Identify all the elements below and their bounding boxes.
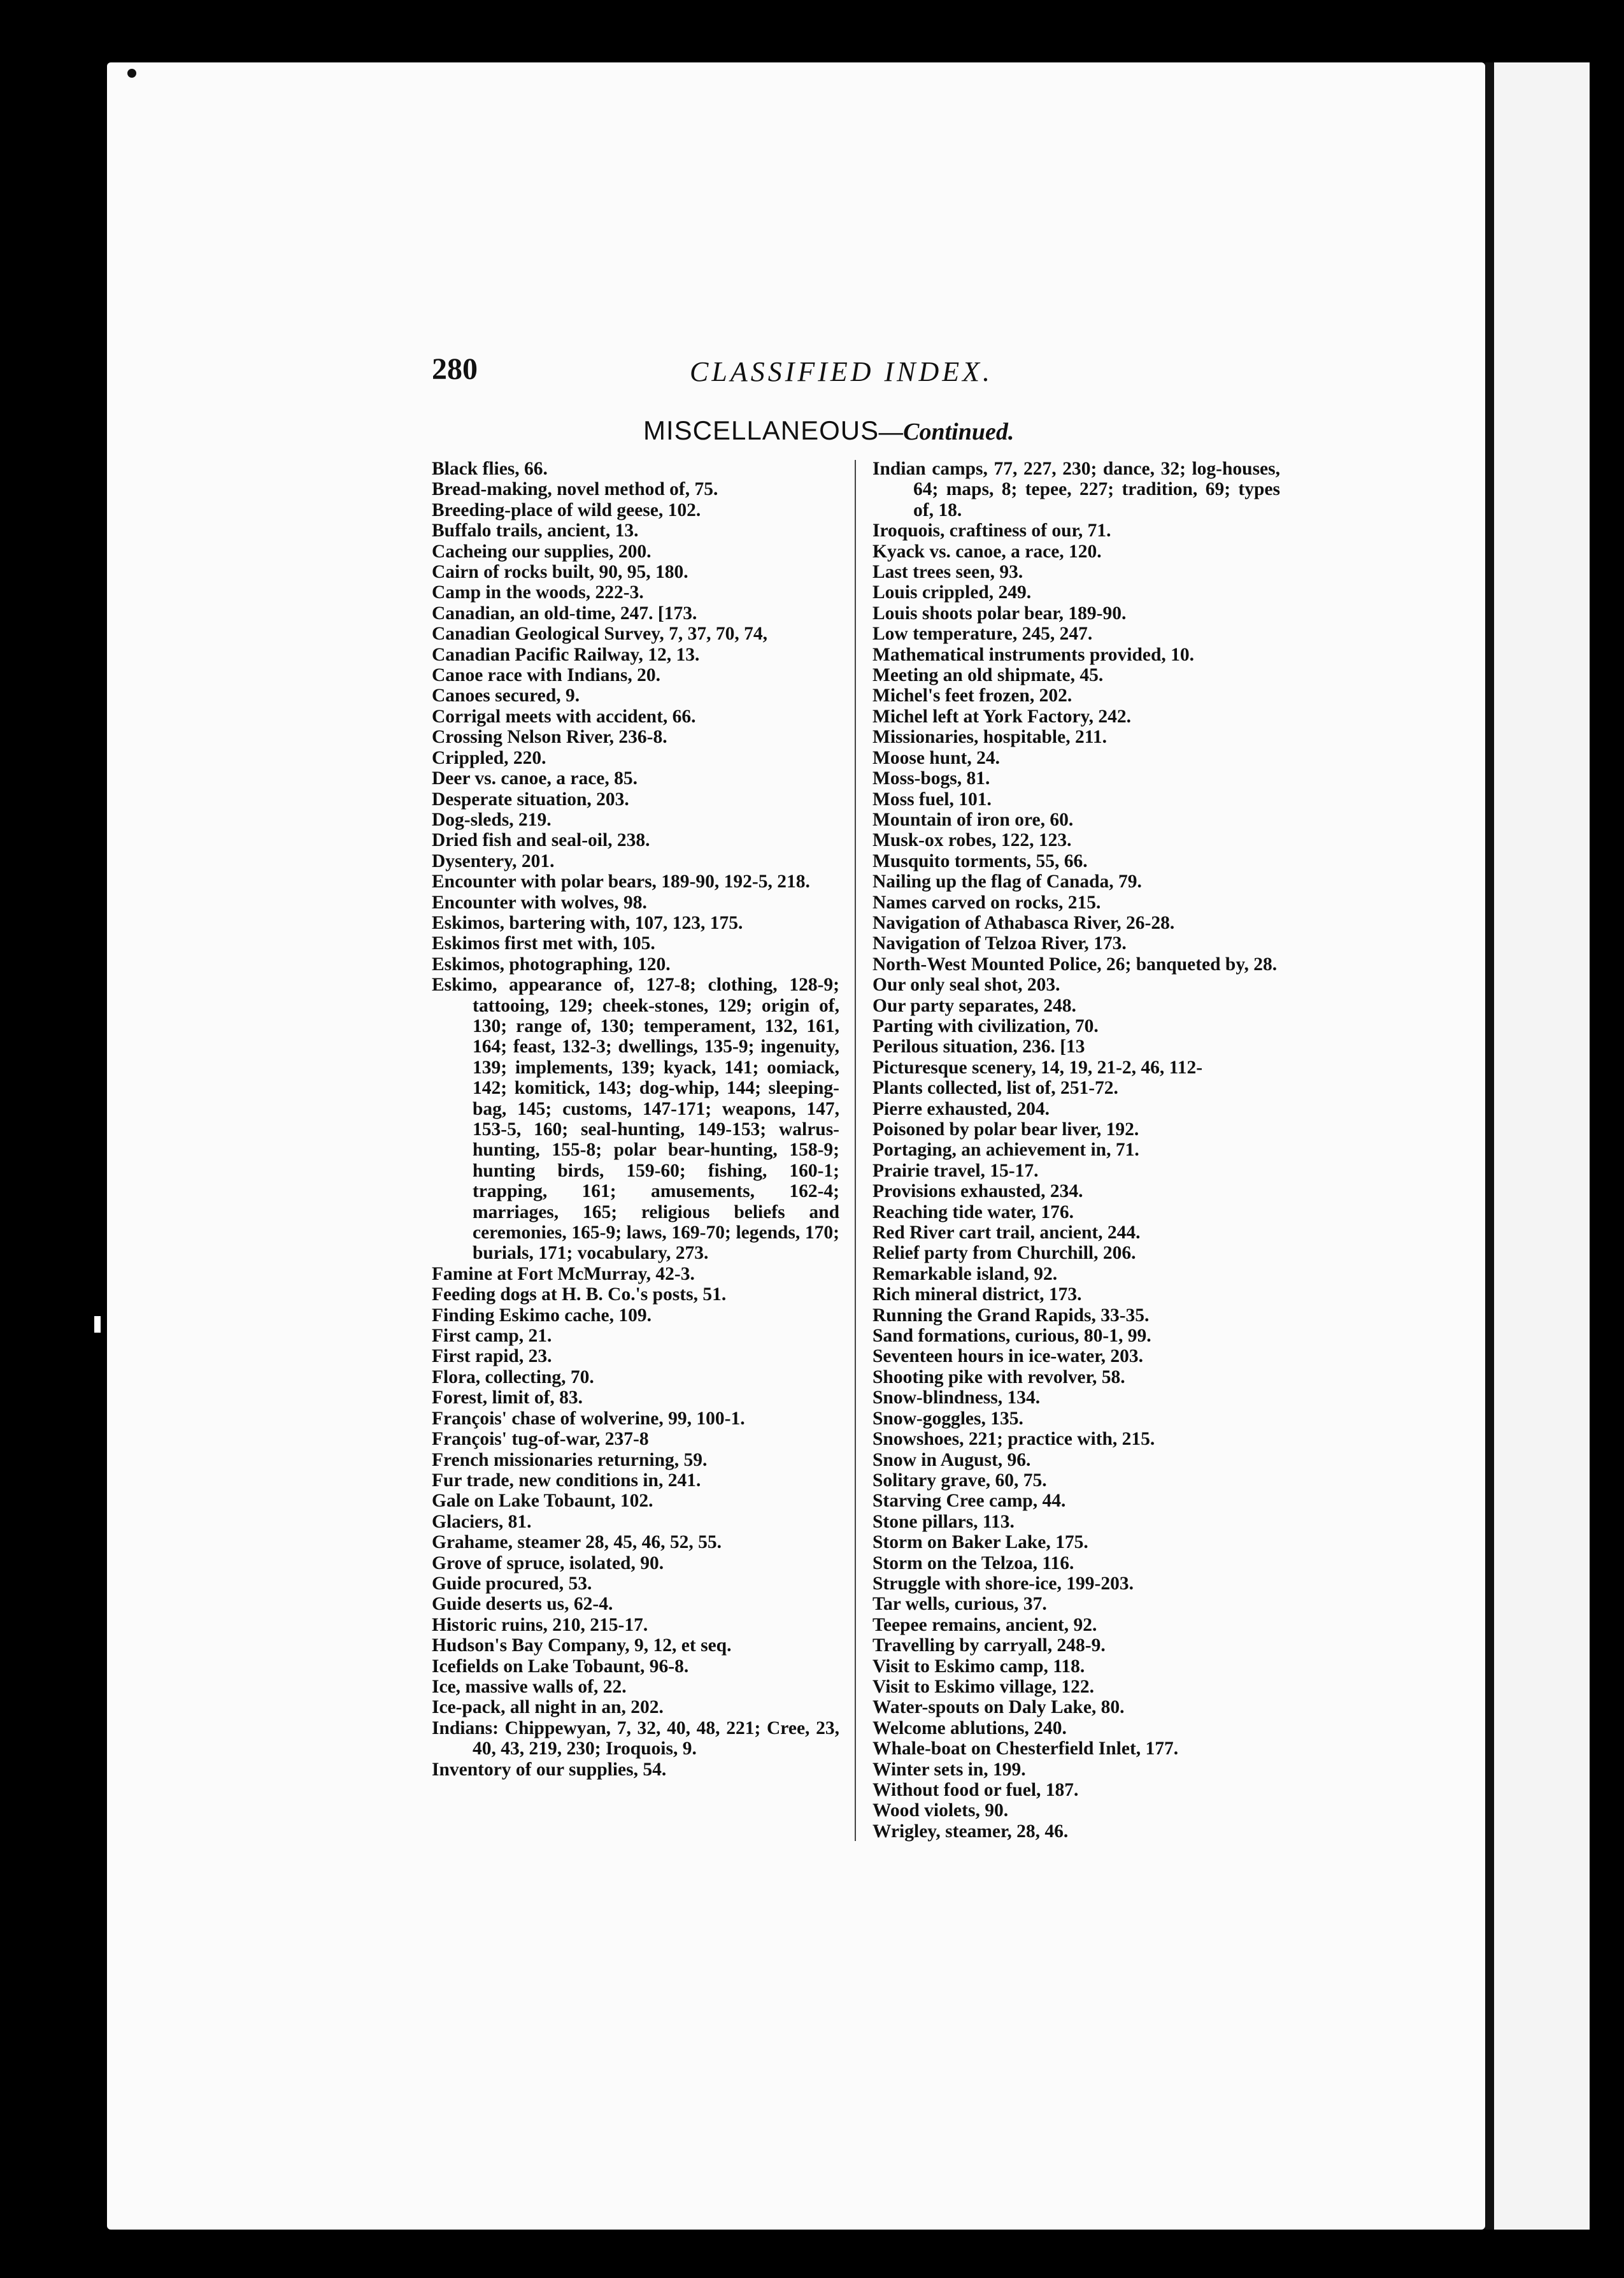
index-entry: Snow-goggles, 135.	[873, 1408, 1023, 1429]
index-entry: Ice, massive walls of, 22.	[432, 1676, 627, 1697]
index-entry: Winter sets in, 199.	[873, 1759, 1026, 1780]
index-entry: Feeding dogs at H. B. Co.'s posts, 51.	[432, 1284, 727, 1305]
index-entry: French missionaries returning, 59.	[432, 1449, 708, 1470]
index-entry: Provisions exhausted, 234.	[873, 1181, 1083, 1202]
index-entry: Mathematical instruments provided, 10.	[873, 644, 1195, 665]
scan-side-mark	[94, 1316, 101, 1333]
index-entry: Forest, limit of, 83.	[432, 1387, 583, 1408]
index-entry: Inventory of our supplies, 54.	[432, 1759, 667, 1780]
index-entry: Icefields on Lake Tobaunt, 96-8.	[432, 1656, 689, 1677]
index-entry: Last trees seen, 93.	[873, 562, 1023, 583]
index-entry: Storm on Baker Lake, 175.	[873, 1532, 1088, 1553]
index-entry: Historic ruins, 210, 215-17.	[432, 1614, 648, 1635]
section-continued: —Continued.	[879, 419, 1015, 445]
index-entry: Our party separates, 248.	[873, 995, 1076, 1016]
index-entry: François' chase of wolverine, 99, 100-1.	[432, 1408, 745, 1429]
index-entry: Visit to Eskimo camp, 118.	[873, 1656, 1085, 1677]
index-entry: Moss-bogs, 81.	[873, 768, 990, 789]
page-header	[432, 352, 1069, 390]
index-entry: Struggle with shore-ice, 199-203.	[873, 1573, 1134, 1594]
index-entry: Michel's feet frozen, 202.	[873, 685, 1072, 706]
index-entry: Crossing Nelson River, 236-8.	[432, 727, 667, 748]
index-entry: First camp, 21.	[432, 1326, 552, 1347]
index-entry: Deer vs. canoe, a race, 85.	[432, 768, 638, 789]
index-entry: Gale on Lake Tobaunt, 102.	[432, 1491, 653, 1512]
index-entry: Reaching tide water, 176.	[873, 1201, 1074, 1222]
section-heading	[643, 415, 1014, 446]
index-entry: Fur trade, new conditions in, 241.	[432, 1470, 701, 1491]
index-entry: First rapid, 23.	[432, 1346, 552, 1367]
index-entry: Nailing up the flag of Canada, 79.	[873, 871, 1142, 892]
index-entry: Musquito torments, 55, 66.	[873, 850, 1088, 871]
index-entry: Breeding-place of wild geese, 102.	[432, 499, 701, 520]
index-entry: Running the Grand Rapids, 33-35.	[873, 1305, 1150, 1326]
index-column-left	[432, 459, 839, 1780]
index-entry: Navigation of Telzoa River, 173.	[873, 933, 1127, 954]
index-entry: Dried fish and seal-oil, 238.	[432, 830, 650, 851]
section-title: MISCELLANEOUS	[643, 415, 880, 445]
index-entry: Eskimos, bartering with, 107, 123, 175.	[432, 912, 743, 933]
index-entry: Flora, collecting, 70.	[432, 1366, 594, 1387]
index-entry: Crippled, 220.	[432, 747, 546, 768]
index-entry: Moss fuel, 101.	[873, 789, 992, 810]
index-entry: Guide procured, 53.	[432, 1573, 592, 1594]
index-entry: Prairie travel, 15-17.	[873, 1160, 1039, 1181]
index-entry: Wood violets, 90.	[873, 1800, 1009, 1821]
index-entry: Parting with civilization, 70.	[873, 1015, 1099, 1036]
index-entry: Solitary grave, 60, 75.	[873, 1470, 1047, 1491]
index-entry: Canoe race with Indians, 20.	[432, 665, 660, 686]
index-entry: Snowshoes, 221; practice with, 215.	[873, 1429, 1155, 1450]
index-entry: Camp in the woods, 222-3.	[432, 582, 644, 603]
index-entry: Eskimo, appearance of, 127-8; clothing, 128-9; tattooing, 129; cheek-stones, 129; origin of, 130; range of, 130; temperament, 132, 161, 164; feast, 132-3; dwellings, 135-9; ingenuity, 139; implements, 139; kyack, 141; oomiack, 142; komitick, 143; dog-whip, 144; sleeping-bag, 145; customs, 147-171; weapons, 147, 153-5, 160; seal-hunting, 149-153; walrus-hunting, 155-8; polar bear-hunting, 158-9; hunting birds, 159-60; fishing, 160-1; trapping, 161; amusements, 162-4; marriages, 165; religious beliefs and ceremonies, 165-9; laws, 169-70; legends, 170; burials, 171; vocabulary, 273.	[432, 975, 839, 1264]
index-entry: Starving Cree camp, 44.	[873, 1491, 1066, 1512]
index-entry: Eskimos first met with, 105.	[432, 933, 655, 954]
index-entry: Welcome ablutions, 240.	[873, 1717, 1067, 1738]
index-entry: Perilous situation, 236. [13	[873, 1036, 1085, 1057]
index-entry: Hudson's Bay Company, 9, 12, et seq.	[432, 1635, 732, 1656]
index-entry: Finding Eskimo cache, 109.	[432, 1305, 652, 1326]
index-entry: Grove of spruce, isolated, 90.	[432, 1552, 664, 1573]
index-entry: Dysentery, 201.	[432, 850, 555, 871]
index-entry: Rich mineral district, 173.	[873, 1284, 1082, 1305]
index-entry: Buffalo trails, ancient, 13.	[432, 520, 639, 541]
index-entry: Encounter with polar bears, 189-90, 192-5, 218.	[432, 871, 810, 892]
index-entry: Stone pillars, 113.	[873, 1511, 1015, 1532]
index-entry: Shooting pike with revolver, 58.	[873, 1366, 1125, 1387]
index-entry: Seventeen hours in ice-water, 203.	[873, 1346, 1143, 1367]
index-entry: Canoes secured, 9.	[432, 685, 580, 706]
index-entry: Cacheing our supplies, 200.	[432, 541, 652, 562]
index-entry: Canadian Pacific Railway, 12, 13.	[432, 644, 700, 665]
index-entry: Canadian, an old-time, 247. [173.	[432, 603, 697, 624]
index-entry: Our only seal shot, 203.	[873, 975, 1060, 996]
index-entry: Low temperature, 245, 247.	[873, 624, 1093, 645]
index-entry: Sand formations, curious, 80-1, 99.	[873, 1326, 1151, 1347]
index-entry: Dog-sleds, 219.	[432, 809, 552, 830]
index-entry: Corrigal meets with accident, 66.	[432, 706, 696, 727]
index-entry: Pierre exhausted, 204.	[873, 1098, 1050, 1119]
page-gutter-rule	[1485, 62, 1494, 2230]
index-entry: Kyack vs. canoe, a race, 120.	[873, 541, 1102, 562]
index-entry: Indian camps, 77, 227, 230; dance, 32; log-houses, 64; maps, 8; tepee, 227; tradition, 69; types of, 18.	[873, 459, 1280, 520]
index-entry: Famine at Fort McMurray, 42-3.	[432, 1263, 695, 1284]
index-entry: Travelling by carryall, 248-9.	[873, 1635, 1106, 1656]
index-entry: Musk-ox robes, 122, 123.	[873, 830, 1072, 851]
index-entry: Michel left at York Factory, 242.	[873, 706, 1132, 727]
index-entry: Grahame, steamer 28, 45, 46, 52, 55.	[432, 1532, 722, 1553]
index-entry: North-West Mounted Police, 26; banqueted by, 28.	[873, 954, 1278, 975]
index-entry: Remarkable island, 92.	[873, 1263, 1058, 1284]
column-divider	[855, 460, 856, 1841]
index-entry: Snow-blindness, 134.	[873, 1387, 1041, 1408]
index-entry: Portaging, an achievement in, 71.	[873, 1140, 1139, 1161]
index-entry: Without food or fuel, 187.	[873, 1780, 1079, 1800]
page-number: 280	[432, 352, 478, 386]
index-entry: Indians: Chippewyan, 7, 32, 40, 48, 221; Cree, 23, 40, 43, 219, 230; Iroquois, 9.	[432, 1717, 839, 1759]
index-column-right	[873, 459, 1280, 1842]
index-entry: Mountain of iron ore, 60.	[873, 809, 1074, 830]
index-entry: Ice-pack, all night in an, 202.	[432, 1697, 664, 1718]
index-entry: Black flies, 66.	[432, 459, 548, 479]
index-entry: Visit to Eskimo village, 122.	[873, 1676, 1094, 1697]
index-entry: Poisoned by polar bear liver, 192.	[873, 1119, 1139, 1140]
index-entry: Picturesque scenery, 14, 19, 21-2, 46, 112-	[873, 1057, 1203, 1078]
index-entry: Snow in August, 96.	[873, 1449, 1031, 1470]
index-entry: Whale-boat on Chesterfield Inlet, 177.	[873, 1738, 1179, 1759]
index-entry: Louis shoots polar bear, 189-90.	[873, 603, 1127, 624]
index-entry: Louis crippled, 249.	[873, 582, 1032, 603]
index-entry: Guide deserts us, 62-4.	[432, 1594, 613, 1615]
index-entry: Tar wells, curious, 37.	[873, 1594, 1047, 1615]
index-entry: Relief party from Churchill, 206.	[873, 1243, 1136, 1264]
index-entry: Canadian Geological Survey, 7, 37, 70, 74,	[432, 624, 767, 645]
index-entry: Names carved on rocks, 215.	[873, 892, 1101, 913]
index-entry: Iroquois, craftiness of our, 71.	[873, 520, 1111, 541]
index-entry: François' tug-of-war, 237-8	[432, 1429, 649, 1450]
index-entry: Red River cart trail, ancient, 244.	[873, 1222, 1141, 1243]
index-entry: Missionaries, hospitable, 211.	[873, 727, 1107, 748]
index-entry: Water-spouts on Daly Lake, 80.	[873, 1697, 1125, 1718]
index-entry: Encounter with wolves, 98.	[432, 892, 647, 913]
scan-corner-mark	[127, 69, 136, 78]
index-entry: Moose hunt, 24.	[873, 747, 1000, 768]
index-entry: Cairn of rocks built, 90, 95, 180.	[432, 562, 688, 583]
index-entry: Bread-making, novel method of, 75.	[432, 479, 718, 500]
index-entry: Meeting an old shipmate, 45.	[873, 665, 1104, 686]
index-entry: Storm on the Telzoa, 116.	[873, 1552, 1074, 1573]
index-entry: Eskimos, photographing, 120.	[432, 954, 671, 975]
running-head: CLASSIFIED INDEX.	[690, 356, 994, 387]
index-entry: Desperate situation, 203.	[432, 789, 629, 810]
index-entry: Teepee remains, ancient, 92.	[873, 1614, 1097, 1635]
index-entry: Plants collected, list of, 251-72.	[873, 1078, 1118, 1099]
index-entry: Navigation of Athabasca River, 26-28.	[873, 912, 1175, 933]
index-entry: Wrigley, steamer, 28, 46.	[873, 1821, 1069, 1842]
adjacent-page-edge	[1494, 62, 1590, 2230]
index-entry: Glaciers, 81.	[432, 1511, 532, 1532]
